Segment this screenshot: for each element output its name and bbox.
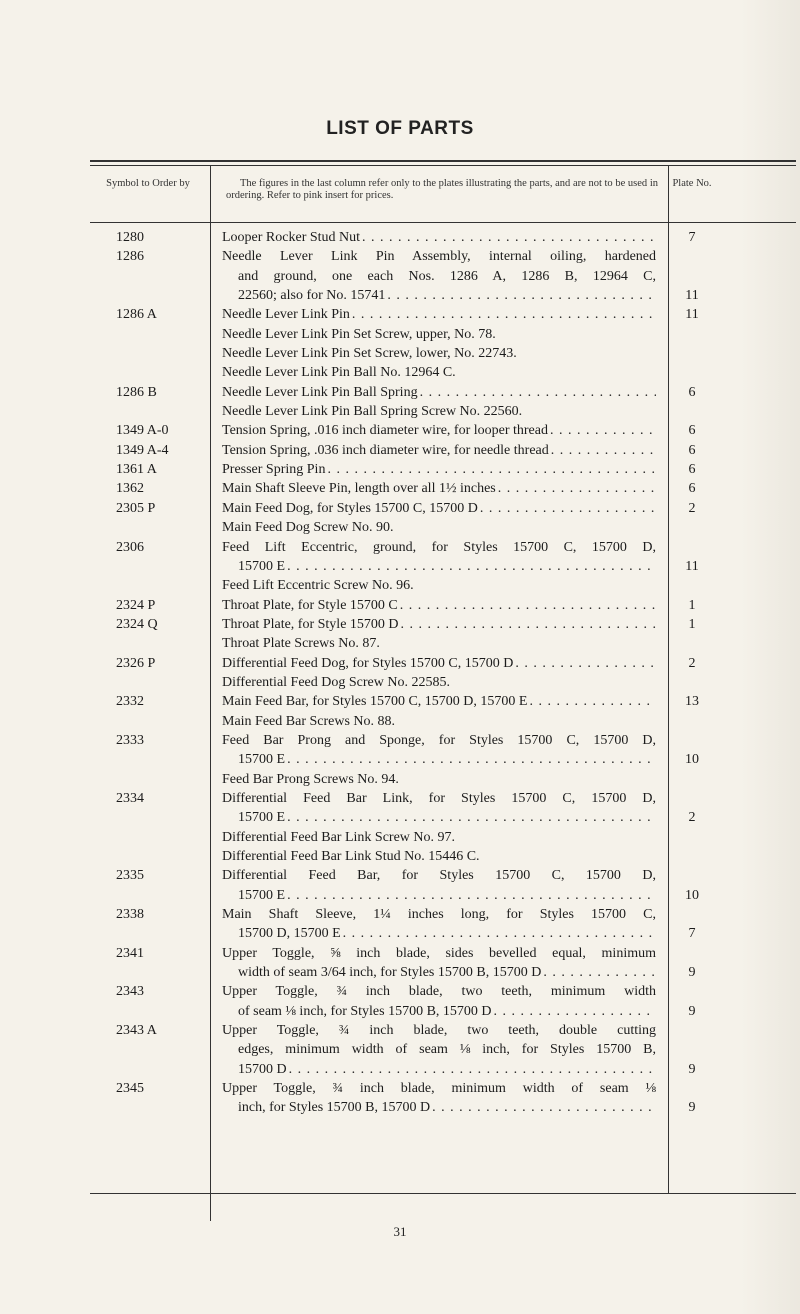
part-description [222, 654, 656, 673]
part-plate-number: 9 [688, 965, 696, 981]
description-line: Main Shaft Sleeve, 1¼ inches long, for Styles 15700 C, [222, 907, 656, 923]
description-line: 15700 E [238, 887, 286, 903]
part-symbol: 1286 B [116, 384, 157, 400]
description-line: Needle Lever Link Pin Ball Spring Screw No. 22560. [222, 404, 523, 420]
column-divider-tail [210, 1193, 211, 1221]
part-symbol: 1349 A-4 [116, 442, 169, 458]
part-description [222, 499, 656, 518]
part-entry [0, 576, 800, 595]
part-plate-number: 7 [688, 230, 696, 245]
part-plate-number: 1 [688, 597, 696, 613]
part-plate-number: 9 [688, 1061, 696, 1077]
part-description [222, 615, 656, 634]
part-description [222, 712, 656, 731]
part-entry [0, 383, 800, 402]
part-entry [0, 731, 800, 770]
description-line: Upper Toggle, ⅝ inch blade, sides bevelled equal, minimum [222, 945, 656, 961]
part-description [222, 828, 656, 847]
description-line: Tension Spring, .036 inch diameter wire, for needle thread [222, 442, 549, 458]
part-entry [0, 789, 800, 828]
parts-list [0, 228, 800, 1118]
part-symbol: 1286 A [116, 307, 157, 323]
description-line: Main Feed Bar, for Styles 15700 C, 15700 D, 15700 E [222, 694, 528, 710]
description-line: Tension Spring, .016 inch diameter wire, for looper thread [222, 423, 548, 439]
part-description [222, 325, 656, 344]
top-rule-thin [90, 165, 796, 166]
description-line: 15700 E [238, 558, 286, 574]
part-plate-number: 7 [688, 926, 696, 942]
part-entry [0, 305, 800, 324]
part-symbol: 2335 [116, 868, 144, 884]
part-description [222, 866, 656, 905]
description-line: Differential Feed Dog Screw No. 22585. [222, 674, 450, 690]
part-description [222, 692, 656, 711]
part-symbol: 2306 [116, 539, 144, 555]
part-entry [0, 982, 800, 1021]
part-plate-number: 1 [688, 616, 696, 632]
part-entry [0, 421, 800, 440]
dot-leader [287, 750, 656, 769]
description-line: edges, minimum width of seam ⅛ inch, for Styles 15700 B, [238, 1042, 656, 1058]
dot-leader [494, 1002, 656, 1021]
header-rule [90, 222, 796, 223]
part-description [222, 847, 656, 866]
part-description [222, 982, 656, 1021]
description-line: Main Feed Dog Screw No. 90. [222, 520, 394, 536]
description-line: Main Feed Dog, for Styles 15700 C, 15700 D [222, 500, 478, 516]
part-entry [0, 441, 800, 460]
description-line: 15700 E [238, 810, 286, 826]
description-line: Throat Plate, for Style 15700 C [222, 597, 398, 613]
part-plate-number: 10 [685, 752, 699, 768]
dot-leader [515, 654, 656, 673]
part-plate-number: 11 [685, 288, 699, 304]
part-description [222, 421, 656, 440]
dot-leader [480, 499, 656, 518]
part-description [222, 344, 656, 363]
part-entry [0, 634, 800, 653]
dot-leader [420, 383, 656, 402]
part-symbol: 1361 A [116, 462, 157, 478]
description-line: Main Feed Bar Screws No. 88. [222, 713, 396, 729]
description-line: 15700 E [238, 752, 286, 768]
description-line: 15700 D, 15700 E [238, 926, 341, 942]
part-entry [0, 363, 800, 382]
part-description [222, 402, 656, 421]
dot-leader [551, 441, 656, 460]
part-entry [0, 1021, 800, 1079]
description-line: Needle Lever Link Pin Ball Spring [222, 384, 418, 400]
dot-leader [432, 1098, 656, 1117]
part-entry [0, 499, 800, 518]
description-line: Feed Bar Prong Screws No. 94. [222, 771, 399, 787]
part-plate-number: 9 [688, 1100, 696, 1116]
part-description [222, 538, 656, 577]
description-line: Throat Plate, for Style 15700 D [222, 616, 399, 632]
part-description [222, 770, 656, 789]
dot-leader [327, 460, 656, 479]
description-line: Feed Lift Eccentric Screw No. 96. [222, 578, 414, 594]
part-symbol: 2343 [116, 984, 144, 1000]
page-number: 31 [393, 1224, 407, 1239]
part-description [222, 731, 656, 770]
dot-leader [287, 557, 656, 576]
description-line: inch, for Styles 15700 B, 15700 D [238, 1100, 431, 1116]
part-description [222, 944, 656, 983]
part-plate-number: 6 [688, 481, 696, 497]
part-entry [0, 770, 800, 789]
part-plate-number: 2 [688, 500, 696, 516]
part-entry [0, 325, 800, 344]
description-line: Upper Toggle, ¾ inch blade, two teeth, minimum width [222, 984, 656, 1000]
dot-leader [289, 1060, 656, 1079]
description-line: Differential Feed Bar Link Stud No. 15446 C. [222, 849, 480, 864]
part-description [222, 789, 656, 828]
part-description [222, 1021, 656, 1079]
part-entry [0, 247, 800, 305]
description-line: Presser Spring Pin [222, 462, 326, 478]
dot-leader [387, 286, 656, 305]
description-line: Needle Lever Link Pin Assembly, internal oiling, hardened [222, 249, 656, 265]
part-symbol: 2345 [116, 1081, 144, 1097]
description-line: Upper Toggle, ¾ inch blade, minimum width of seam ⅛ [222, 1081, 656, 1097]
bottom-rule [90, 1193, 796, 1194]
part-description [222, 1079, 656, 1118]
part-symbol: 2338 [116, 907, 144, 923]
description-line: of seam ⅛ inch, for Styles 15700 B, 15700 D [238, 1003, 492, 1019]
part-entry [0, 460, 800, 479]
part-entry [0, 228, 800, 247]
part-symbol: 2343 A [116, 1023, 157, 1039]
description-line: width of seam 3/64 inch, for Styles 15700 B, 15700 D [238, 965, 542, 981]
part-plate-number: 6 [688, 462, 696, 478]
description-line: Feed Bar Prong and Sponge, for Styles 15700 C, 15700 D, [222, 732, 656, 748]
dot-leader [529, 692, 656, 711]
part-symbol: 1280 [116, 230, 144, 245]
description-line: Feed Lift Eccentric, ground, for Styles 15700 C, 15700 D, [222, 539, 656, 555]
part-entry [0, 538, 800, 577]
dot-leader [550, 421, 656, 440]
part-entry [0, 944, 800, 983]
part-description [222, 518, 656, 537]
dot-leader [401, 615, 656, 634]
plate-column-header: Plate No. [672, 178, 712, 189]
dot-leader [352, 305, 656, 324]
part-entry [0, 1079, 800, 1118]
part-plate-number: 6 [688, 442, 696, 458]
part-description [222, 634, 656, 653]
description-line: Needle Lever Link Pin Set Screw, lower, No. 22743. [222, 346, 517, 362]
part-entry [0, 866, 800, 905]
description-line: Differential Feed Bar, for Styles 15700 C, 15700 D, [222, 868, 656, 884]
symbol-column-header: Symbol to Order by [106, 178, 190, 189]
part-symbol: 1349 A-0 [116, 423, 169, 439]
part-description [222, 673, 656, 692]
page-title: LIST OF PARTS [326, 118, 474, 139]
part-plate-number: 2 [688, 810, 696, 826]
dot-leader [543, 963, 656, 982]
part-symbol: 2305 P [116, 500, 156, 516]
part-plate-number: 11 [685, 558, 699, 574]
part-description [222, 363, 656, 382]
part-description [222, 247, 656, 305]
dot-leader [400, 596, 656, 615]
part-symbol: 2333 [116, 732, 144, 748]
part-description [222, 479, 656, 498]
description-line: Differential Feed Bar Link Screw No. 97. [222, 829, 456, 845]
part-plate-number: 2 [688, 655, 696, 671]
part-entry [0, 344, 800, 363]
part-entry [0, 712, 800, 731]
part-entry [0, 402, 800, 421]
part-entry [0, 847, 800, 866]
dot-leader [287, 808, 656, 827]
dot-leader [362, 228, 656, 247]
part-symbol: 1286 [116, 249, 144, 265]
description-line: Differential Feed Dog, for Styles 15700 C, 15700 D [222, 655, 514, 671]
part-entry [0, 905, 800, 944]
part-symbol: 2341 [116, 945, 144, 961]
part-entry [0, 596, 800, 615]
part-symbol: 1362 [116, 481, 144, 497]
part-entry [0, 479, 800, 498]
part-plate-number: 10 [685, 887, 699, 903]
part-entry [0, 615, 800, 634]
part-description [222, 596, 656, 615]
description-line: Looper Rocker Stud Nut [222, 230, 361, 245]
dot-leader [343, 924, 656, 943]
part-plate-number: 6 [688, 423, 696, 439]
description-line: Main Shaft Sleeve Pin, length over all 1½ inches [222, 481, 496, 497]
part-entry [0, 654, 800, 673]
part-description [222, 383, 656, 402]
part-entry [0, 673, 800, 692]
part-symbol: 2324 P [116, 597, 156, 613]
dot-leader [498, 479, 656, 498]
part-plate-number: 9 [688, 1003, 696, 1019]
part-symbol: 2326 P [116, 655, 156, 671]
part-symbol: 2332 [116, 694, 144, 710]
part-entry [0, 692, 800, 711]
part-plate-number: 6 [688, 384, 696, 400]
description-line: Differential Feed Bar Link, for Styles 15700 C, 15700 D, [222, 790, 656, 806]
part-description [222, 441, 656, 460]
part-description [222, 228, 656, 247]
description-line: and ground, one each Nos. 1286 A, 1286 B, 12964 C, [238, 268, 656, 284]
description-line: 22560; also for No. 15741 [238, 288, 386, 304]
part-symbol: 2324 Q [116, 616, 158, 632]
part-description [222, 460, 656, 479]
description-line: Needle Lever Link Pin Set Screw, upper, No. 78. [222, 326, 496, 342]
description-column-header: The figures in the last column refer only to the plates illustrating the parts, and are not to be used in ordering. Refer to pink insert for prices. [226, 178, 658, 201]
description-line: Upper Toggle, ¾ inch blade, two teeth, double cutting [222, 1023, 656, 1039]
part-entry [0, 828, 800, 847]
description-line: Needle Lever Link Pin Ball No. 12964 C. [222, 365, 456, 381]
part-entry [0, 518, 800, 537]
top-rule [90, 160, 796, 162]
part-description [222, 576, 656, 595]
part-plate-number: 13 [685, 694, 699, 710]
part-plate-number: 11 [685, 307, 699, 323]
description-line: Throat Plate Screws No. 87. [222, 636, 380, 652]
description-line: 15700 D [238, 1061, 287, 1077]
part-description [222, 305, 656, 324]
description-line: Needle Lever Link Pin [222, 307, 350, 323]
part-description [222, 905, 656, 944]
part-symbol: 2334 [116, 790, 144, 806]
dot-leader [287, 886, 656, 905]
